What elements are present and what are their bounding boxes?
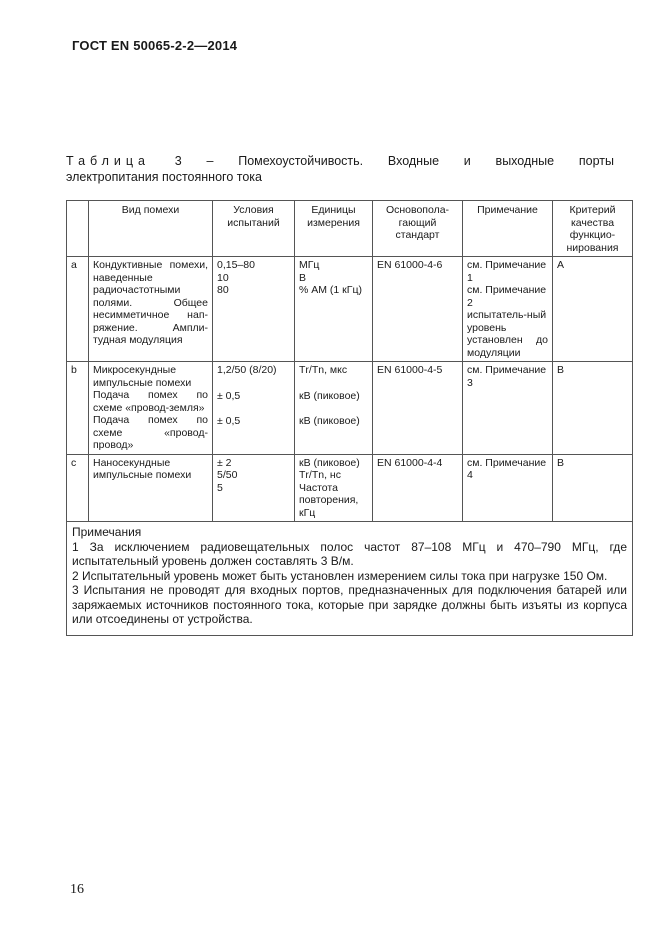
condition-value: 10 [217, 271, 229, 284]
header-index [67, 201, 89, 257]
header-standard: Основопола-гающий стандарт [373, 201, 463, 257]
table-header-row [67, 201, 633, 257]
note-ref: см. Примечание 1 [467, 259, 547, 284]
condition-value: 5 [217, 481, 223, 494]
row-criteria: В [553, 362, 633, 455]
header-criteria: Критерий качества функцио-нирования [553, 201, 633, 257]
unit-value: кВ (пиковое) [299, 456, 360, 469]
unit-value: Тr/Тn, мкс [299, 364, 348, 376]
table-caption [66, 153, 614, 185]
caption-word: Помехоустойчивость. [238, 154, 364, 168]
row-note [463, 257, 553, 362]
row-type: Наносекундные импульсные помехи [89, 454, 213, 522]
immunity-table [66, 200, 633, 636]
unit-value: % АМ (1 кГц) [299, 284, 362, 296]
notes-title: Примечания [72, 525, 142, 539]
row-conditions [213, 362, 295, 455]
document-header: ГОСТ EN 50065-2-2—2014 [72, 38, 238, 53]
row-note: см. Примечание 3 [463, 362, 553, 455]
unit-value: Частота повторения, кГц [299, 481, 359, 519]
row-index: a [67, 257, 89, 362]
row-note: см. Примечание 4 [463, 454, 553, 522]
condition-value: ± 2 [217, 456, 232, 469]
caption-word: выходные [495, 154, 555, 168]
row-criteria: В [553, 454, 633, 522]
condition-value: 1,2/50 (8/20) [217, 364, 277, 376]
condition-value: ± 0,5 [217, 389, 241, 402]
unit-value: МГц [299, 259, 320, 271]
condition-value: 80 [217, 284, 229, 296]
row-type: Кондуктивные помехи, наведенные радиочастотными полями. Общее несимметичное нап-ряжение. Ампли-тудная модуляция [89, 257, 213, 362]
header-note: Примечание [463, 201, 553, 257]
note-item: 2 Испытательный уровень может быть установлен измерением силы тока при нагрузке 150 Ом. [72, 568, 608, 583]
row-type [89, 362, 213, 455]
row-standard: EN 61000-4-4 [373, 454, 463, 522]
caption-word: Входные [387, 154, 440, 168]
unit-value: Тr/Тn, нс [299, 469, 341, 481]
unit-value: кВ (пиковое) [299, 415, 360, 427]
page-number: 16 [70, 882, 84, 897]
caption-label: Таблица [66, 154, 151, 168]
unit-value: кВ (пиковое) [299, 389, 360, 402]
table-row [67, 362, 633, 455]
row-conditions [213, 454, 295, 522]
type-text: Микросекундные импульсные помехи [93, 364, 192, 389]
condition-value: 5/50 [217, 469, 238, 481]
header-units: Единицы измерения [295, 201, 373, 257]
note-text: испытатель-ный уровень установлен до модуляции [467, 309, 548, 359]
note-ref: см. Примечание 2 [467, 284, 547, 309]
caption-line-2: электропитания постоянного тока [66, 170, 262, 184]
notes-row [67, 522, 633, 636]
caption-dash: – [206, 154, 214, 168]
header-type: Вид помехи [89, 201, 213, 257]
row-units [295, 362, 373, 455]
caption-word: и [463, 154, 471, 168]
row-index: b [67, 362, 89, 455]
row-standard: EN 61000-4-5 [373, 362, 463, 455]
row-standard: EN 61000-4-6 [373, 257, 463, 362]
caption-word: порты [578, 154, 614, 168]
type-text: Подача помех по схеме «провод-провод» [93, 414, 208, 451]
row-criteria: А [553, 257, 633, 362]
caption-number: 3 [174, 154, 182, 168]
header-conditions: Условия испытаний [213, 201, 295, 257]
table-row [67, 454, 633, 522]
note-item: 3 Испытания не проводят для входных портов, предназначенных для подключения батарей или заряжаемых источников постоянного тока, которые при зарядке должны быть изъяты из корпуса или отсоединены от устройства. [72, 583, 627, 626]
row-units [295, 454, 373, 522]
table-row [67, 257, 633, 362]
note-item: 1 За исключением радиовещательных полос частот 87–108 МГц и 470–790 МГц, где испытательный уровень должен составлять 3 В/м. [72, 539, 627, 568]
row-units [295, 257, 373, 362]
condition-value: ± 0,5 [217, 415, 241, 427]
row-index: c [67, 454, 89, 522]
notes-cell [67, 522, 633, 636]
condition-value: 0,15–80 [217, 259, 255, 271]
unit-value: В [299, 271, 307, 284]
type-text: Подача помех по схеме «провод-земля» [93, 389, 208, 414]
row-conditions [213, 257, 295, 362]
